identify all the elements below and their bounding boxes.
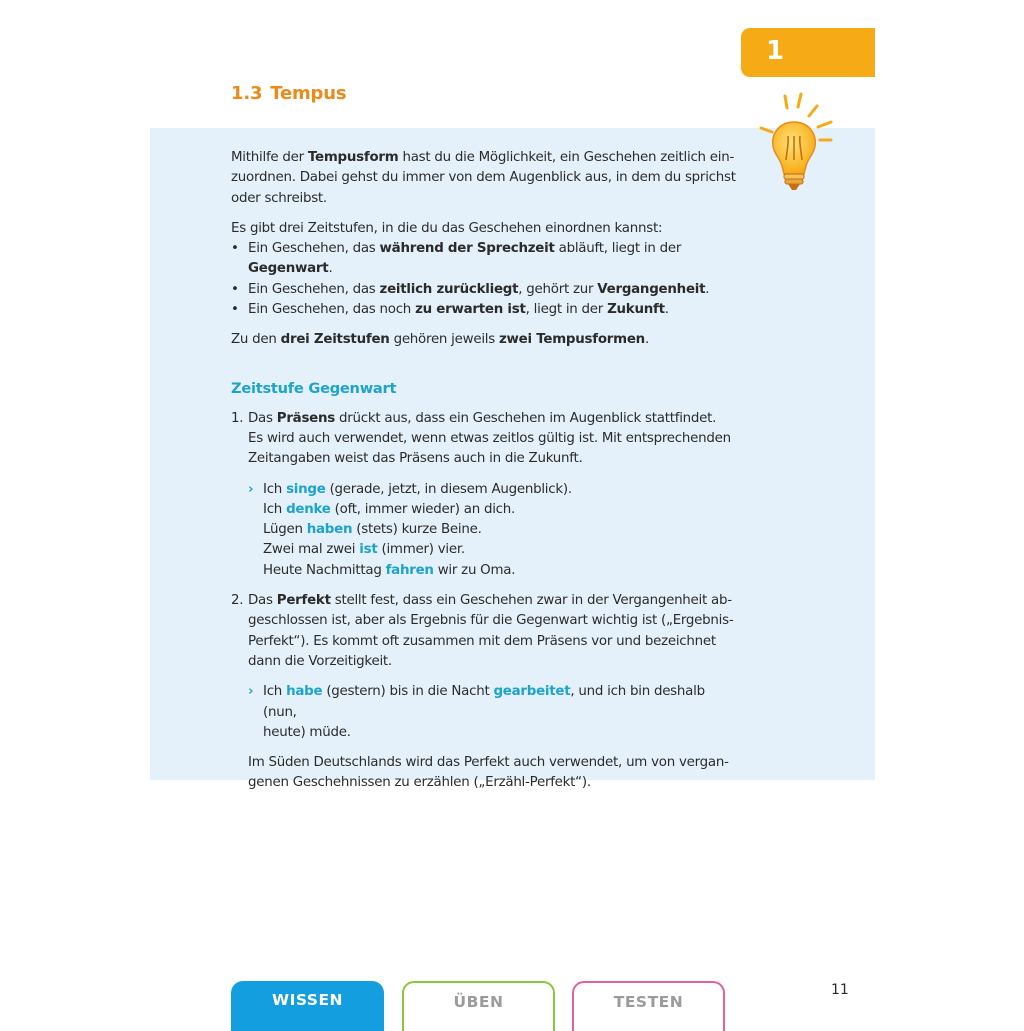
example-line bbox=[263, 723, 741, 743]
text-span: Ein Geschehen, das noch bbox=[248, 302, 416, 318]
tab-ueben[interactable]: ÜBEN bbox=[402, 981, 555, 1031]
text-span: Perfekt“). Es kommt oft zusammen mit dem Präsens vor und bezeichnet bbox=[248, 633, 716, 649]
text-span: Das bbox=[248, 593, 277, 609]
section-title bbox=[231, 83, 346, 104]
text-span: . bbox=[664, 302, 669, 318]
zeitstufen-intro bbox=[231, 219, 741, 239]
text-span: Ein Geschehen, das bbox=[248, 281, 380, 297]
text-span: Zwei mal zwei bbox=[263, 542, 360, 558]
bold-term: Tempusform bbox=[307, 150, 399, 165]
example-line bbox=[263, 520, 741, 540]
numbered-item-perfekt bbox=[231, 591, 741, 672]
tempusformen-paragraph bbox=[231, 330, 741, 350]
list-item bbox=[231, 300, 741, 320]
bold-term: Präsens bbox=[276, 410, 336, 426]
text-span: drückt aus, dass ein Geschehen im Augenblick stattfindet. bbox=[335, 410, 717, 426]
text-span: Es wird auch verwendet, wenn etwas zeitlos gültig ist. Mit entsprechenden bbox=[248, 430, 731, 446]
text-span: Ich bbox=[263, 481, 287, 497]
text-span: zuordnen. Dabei gehst du immer von dem Augenblick aus, in dem du sprichst bbox=[231, 170, 736, 186]
section-number: 1.3 bbox=[231, 83, 263, 104]
text-span: heute) müde. bbox=[263, 724, 351, 740]
bold-term: während der Sprechzeit bbox=[379, 241, 555, 257]
text-span: (stets) kurze Beine. bbox=[352, 522, 482, 538]
bullet-icon: • bbox=[231, 241, 239, 257]
tab-wissen[interactable]: WISSEN bbox=[231, 981, 384, 1031]
highlight-verb: denke bbox=[286, 501, 331, 517]
text-span: , liegt in der bbox=[525, 302, 608, 318]
text-span: . bbox=[705, 281, 710, 297]
highlight-verb: gearbeitet bbox=[493, 684, 571, 700]
text-span: (gerade, jetzt, in diesem Augenblick). bbox=[325, 481, 572, 497]
text-span: Zeitangaben weist das Präsens auch in die Zukunft. bbox=[248, 451, 583, 467]
chevron-right-icon: › bbox=[248, 481, 254, 497]
text-span: Es gibt drei Zeitstufen, in die du das Geschehen einordnen kannst: bbox=[231, 220, 663, 236]
bold-term: Zukunft bbox=[607, 302, 665, 318]
text-span: Ein Geschehen, das bbox=[248, 241, 380, 257]
example-line bbox=[263, 540, 741, 560]
text-span: , und ich bin deshalb (nun, bbox=[263, 684, 705, 720]
item-text bbox=[248, 409, 741, 470]
numbered-item-praesens bbox=[231, 409, 741, 470]
text-span: Ich bbox=[263, 501, 287, 517]
text-span: dann die Vorzeitigkeit. bbox=[248, 653, 392, 669]
page-number: 11 bbox=[831, 982, 849, 998]
example-block-perfekt bbox=[248, 682, 741, 743]
text-span: geschlossen ist, aber als Ergebnis für die Gegenwart wichtig ist („Ergebnis- bbox=[248, 613, 734, 629]
bullet-icon: • bbox=[231, 302, 239, 318]
text-span: (oft, immer wieder) an dich. bbox=[330, 501, 516, 517]
text-span: oder schreibst. bbox=[231, 190, 327, 206]
bold-term: Perfekt bbox=[276, 593, 331, 609]
example-block-praesens bbox=[248, 480, 741, 581]
text-span: Zu den bbox=[231, 332, 281, 348]
text-span: Lügen bbox=[263, 522, 307, 538]
example-line bbox=[263, 500, 741, 520]
bold-term: zwei Tempusformen bbox=[499, 332, 645, 348]
main-content bbox=[231, 148, 741, 804]
text-span: , gehört zur bbox=[518, 281, 598, 297]
text-span: Das bbox=[248, 410, 277, 426]
chapter-number-tab bbox=[741, 28, 875, 77]
item-text bbox=[248, 591, 741, 672]
text-span: Mithilfe der bbox=[231, 150, 308, 165]
subheading-zeitstufe-gegenwart: Zeitstufe Gegenwart bbox=[231, 379, 397, 397]
lightbulb-icon bbox=[758, 92, 834, 194]
intro-paragraph bbox=[231, 148, 741, 209]
text-span: (gestern) bis in die Nacht bbox=[322, 684, 494, 700]
text-span: abläuft, liegt in der bbox=[554, 241, 682, 257]
chevron-right-icon: › bbox=[248, 684, 254, 700]
text-span: Ich bbox=[263, 684, 287, 700]
section-title-text: Tempus bbox=[270, 83, 347, 104]
highlight-verb: haben bbox=[306, 522, 353, 538]
list-item bbox=[231, 280, 741, 300]
text-span: Im Süden Deutschlands wird das Perfekt auch verwendet, um von vergan- bbox=[248, 755, 729, 771]
bold-term: zu erwarten ist bbox=[415, 302, 526, 318]
item-number: 1. bbox=[231, 410, 244, 426]
text-span: stellt fest, dass ein Geschehen zwar in der Vergangenheit ab- bbox=[330, 593, 732, 609]
example-line bbox=[263, 682, 741, 723]
text-span: . bbox=[328, 261, 333, 277]
bold-term: drei Zeitstufen bbox=[280, 332, 390, 348]
text-span: (immer) vier. bbox=[377, 542, 465, 558]
text-span: Heute Nachmittag bbox=[263, 562, 386, 578]
bold-term: Vergangenheit bbox=[597, 281, 706, 297]
text-span: . bbox=[644, 332, 649, 348]
highlight-verb: singe bbox=[286, 481, 326, 497]
tab-testen[interactable]: TESTEN bbox=[572, 981, 725, 1031]
text-span: gehören jeweils bbox=[389, 332, 500, 348]
bullet-icon: • bbox=[231, 281, 239, 297]
highlight-verb: fahren bbox=[385, 562, 434, 578]
example-line bbox=[263, 561, 741, 581]
chapter-number: 1 bbox=[766, 36, 785, 66]
text-span: genen Geschehnissen zu erzählen („Erzähl-Perfekt“). bbox=[248, 775, 591, 791]
text-span: wir zu Oma. bbox=[433, 562, 516, 578]
erzaehl-perfekt-note bbox=[248, 753, 741, 794]
zeitstufen-list bbox=[231, 239, 741, 320]
list-item bbox=[231, 239, 741, 280]
bold-term: zeitlich zurückliegt bbox=[379, 281, 519, 297]
bold-term: Gegenwart bbox=[248, 261, 329, 277]
highlight-verb: habe bbox=[286, 684, 323, 700]
text-span: hast du die Möglichkeit, ein Geschehen zeitlich ein- bbox=[398, 150, 735, 165]
example-line bbox=[263, 480, 741, 500]
item-number: 2. bbox=[231, 593, 244, 609]
highlight-verb: ist bbox=[359, 542, 378, 558]
